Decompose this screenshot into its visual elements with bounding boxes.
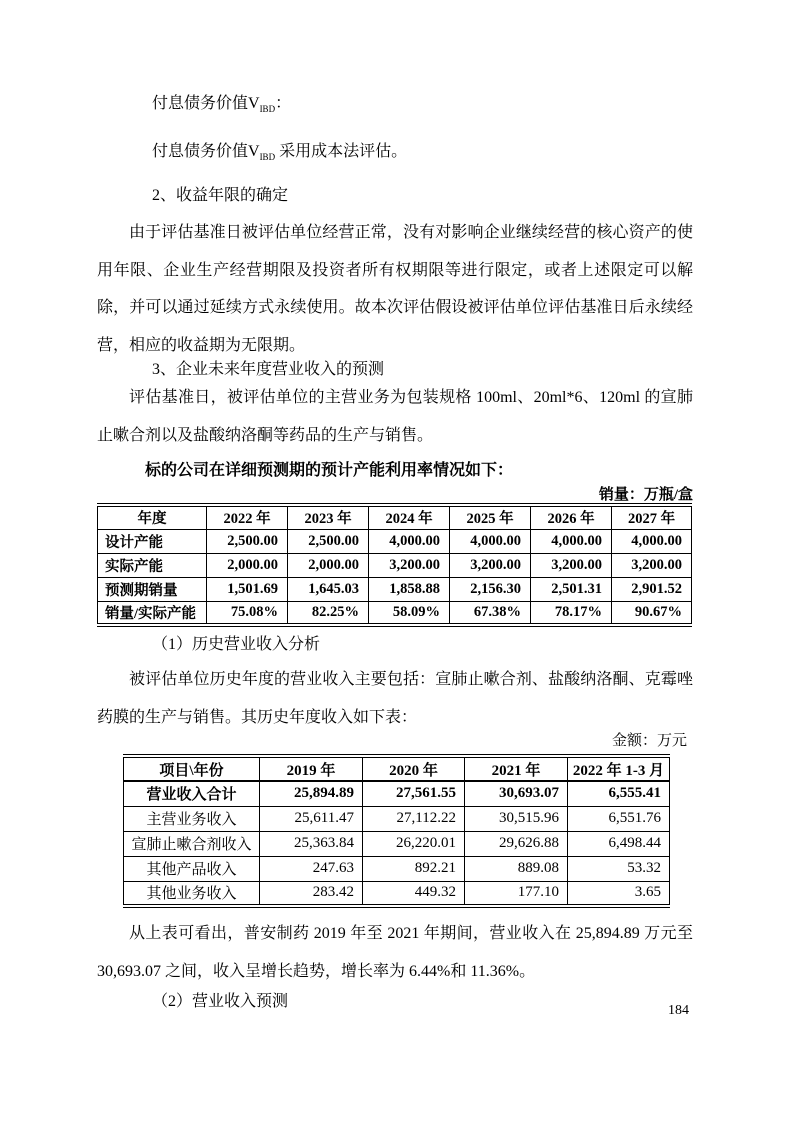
cell-value: 247.63 — [260, 856, 363, 881]
row-label: 预测期销量 — [98, 577, 207, 601]
row-label: 实际产能 — [98, 553, 207, 577]
cell-value: 82.25% — [288, 601, 369, 625]
column-header: 2021 年 — [465, 756, 568, 781]
cell-value: 283.42 — [260, 881, 363, 906]
cell-value: 2,901.52 — [612, 577, 692, 601]
cell-value: 3,200.00 — [531, 553, 612, 577]
table-header-row — [124, 756, 670, 781]
table-header-row — [98, 505, 692, 529]
column-header: 2020 年 — [363, 756, 465, 781]
cell-value: 3,200.00 — [369, 553, 450, 577]
paragraph-income-period: 由于评估基准日被评估单位经营正常，没有对影响企业继续经营的核心资产的使用年限、企业生产经营期限及投资者所有权期限等进行限定，或者上述限定可以解除，并可以通过延续方式永续使用。故本次评估假设被评估单位评估基准日后永续经营，相应的收益期为无限期。 — [97, 224, 693, 354]
section-heading-revenue-forecast2: （2）营业收入预测 — [152, 993, 289, 1010]
cell-value: 889.08 — [465, 856, 568, 881]
vibd-text-suffix: 采用成本法评估。 — [275, 143, 408, 160]
section-heading-history-analysis: （1）历史营业收入分析 — [152, 636, 321, 653]
cell-value: 78.17% — [531, 601, 612, 625]
paragraph-history: 被评估单位历史年度的营业收入主要包括：宣肺止嗽合剂、盐酸纳洛酮、克霉唑药膜的生产与销售。其历史年度收入如下表： — [97, 671, 693, 726]
cell-value: 30,515.96 — [465, 806, 568, 831]
cell-value: 2,000.00 — [207, 553, 288, 577]
cell-value: 3,200.00 — [450, 553, 531, 577]
table-row — [98, 553, 692, 577]
cell-value: 3.65 — [568, 881, 670, 906]
paragraph-main-business: 评估基准日，被评估单位的主营业务为包装规格 100ml、20ml*6、120ml 的宣肺止嗽合剂以及盐酸纳洛酮等药品的生产与销售。 — [97, 389, 693, 444]
cell-value: 58.09% — [369, 601, 450, 625]
cell-value: 2,000.00 — [288, 553, 369, 577]
column-header: 2023 年 — [288, 505, 369, 529]
cell-value: 25,894.89 — [260, 781, 363, 806]
column-header: 项目\年份 — [124, 756, 260, 781]
page-number: 184 — [668, 1003, 689, 1018]
capacity-table-unit-label: 销量：万瓶/盒 — [598, 487, 693, 503]
cell-value: 67.38% — [450, 601, 531, 625]
vibd-text-suffix: ： — [275, 95, 292, 112]
cell-value: 4,000.00 — [369, 529, 450, 553]
cell-value: 1,645.03 — [288, 577, 369, 601]
cell-value: 27,561.55 — [363, 781, 465, 806]
cell-value: 25,363.84 — [260, 831, 363, 856]
table-row — [98, 601, 692, 625]
column-header: 2022 年 — [207, 505, 288, 529]
column-header: 2025 年 — [450, 505, 531, 529]
vibd-subscript: IBD — [259, 104, 276, 114]
cell-value: 177.10 — [465, 881, 568, 906]
revenue-table-unit-label: 金额：万元 — [611, 733, 687, 749]
row-label: 主营业务收入 — [124, 806, 260, 831]
table-row — [124, 881, 670, 906]
cell-value: 892.21 — [363, 856, 465, 881]
cell-value: 4,000.00 — [612, 529, 692, 553]
section-heading-revenue-forecast: 3、企业未来年度营业收入的预测 — [152, 361, 385, 378]
row-label: 营业收入合计 — [124, 781, 260, 806]
column-header: 2019 年 — [260, 756, 363, 781]
vibd-subscript: IBD — [259, 152, 276, 162]
cell-value: 30,693.07 — [465, 781, 568, 806]
paragraph-summary: 从上表可看出，普安制药 2019 年至 2021 年期间，营业收入在 25,894.89 万元至 30,693.07 之间，收入呈增长趋势，增长率为 6.44%和 11.36%。 — [97, 925, 693, 980]
cell-value: 6,551.76 — [568, 806, 670, 831]
cell-value: 75.08% — [207, 601, 288, 625]
column-header: 年度 — [98, 505, 207, 529]
historical-revenue-table — [123, 754, 670, 908]
note-capacity-intro: 标的公司在详细预测期的预计产能利用率情况如下： — [145, 462, 514, 479]
cell-value: 2,500.00 — [288, 529, 369, 553]
vibd-text-prefix: 付息债务价值V — [152, 95, 260, 112]
row-label: 其他业务收入 — [124, 881, 260, 906]
table-row — [124, 856, 670, 881]
row-label: 设计产能 — [98, 529, 207, 553]
table-row — [124, 831, 670, 856]
cell-value: 4,000.00 — [450, 529, 531, 553]
cell-value: 6,498.44 — [568, 831, 670, 856]
cell-value: 1,501.69 — [207, 577, 288, 601]
cell-value: 27,112.22 — [363, 806, 465, 831]
table-row — [124, 781, 670, 806]
section-heading-income-period: 2、收益年限的确定 — [152, 187, 289, 204]
table-row — [124, 806, 670, 831]
vibd-definition-line — [152, 90, 291, 114]
capacity-utilization-table — [97, 503, 692, 627]
cell-value: 2,500.00 — [207, 529, 288, 553]
row-label: 销量/实际产能 — [98, 601, 207, 625]
cell-value: 6,555.41 — [568, 781, 670, 806]
column-header: 2026 年 — [531, 505, 612, 529]
cell-value: 4,000.00 — [531, 529, 612, 553]
cell-value: 2,156.30 — [450, 577, 531, 601]
table-row — [98, 577, 692, 601]
cell-value: 26,220.01 — [363, 831, 465, 856]
cell-value: 53.32 — [568, 856, 670, 881]
cell-value: 25,611.47 — [260, 806, 363, 831]
vibd-method-line — [152, 138, 407, 162]
cell-value: 3,200.00 — [612, 553, 692, 577]
cell-value: 1,858.88 — [369, 577, 450, 601]
cell-value: 29,626.88 — [465, 831, 568, 856]
table-row — [98, 529, 692, 553]
cell-value: 90.67% — [612, 601, 692, 625]
cell-value: 2,501.31 — [531, 577, 612, 601]
row-label: 宣肺止嗽合剂收入 — [124, 831, 260, 856]
cell-value: 449.32 — [363, 881, 465, 906]
row-label: 其他产品收入 — [124, 856, 260, 881]
column-header: 2022 年 1-3 月 — [568, 756, 670, 781]
column-header: 2027 年 — [612, 505, 692, 529]
column-header: 2024 年 — [369, 505, 450, 529]
vibd-text-prefix: 付息债务价值V — [152, 143, 260, 160]
